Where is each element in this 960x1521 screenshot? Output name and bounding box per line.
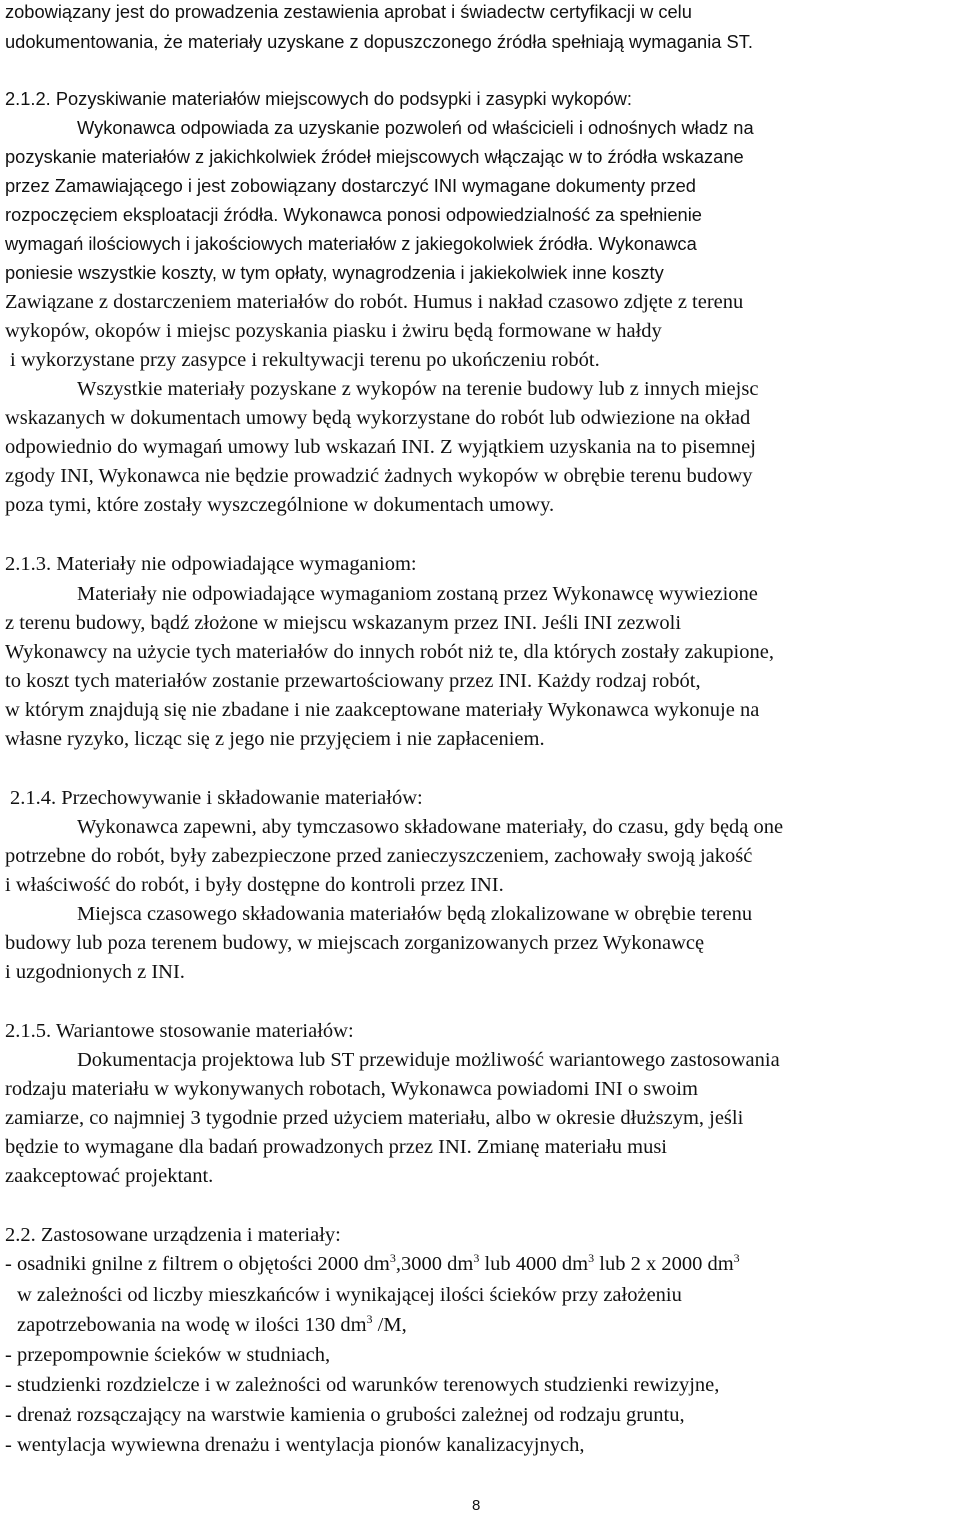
text-line: poza tymi, które zostały wyszczególnione w dokumentach umowy. [5,494,555,516]
list-item: - wentylacja wywiewna drenażu i wentylacja pionów kanalizacyjnych, [5,1434,585,1456]
text-segment: /M, [372,1314,407,1336]
text-line: rodzaju materiału w wykonywanych robotach, Wykonawca powiadomi INI o swoim [5,1078,698,1100]
text-segment: zapotrzebowania na wodę w ilości 130 dm [17,1314,367,1336]
text-line: i uzgodnionych z INI. [5,961,185,983]
section-heading-2-1-4: 2.1.4. Przechowywanie i składowanie materiałów: [10,787,423,809]
superscript: 3 [366,1312,373,1327]
text-segment: ,3000 dm [395,1253,474,1275]
text-line: Dokumentacja projektowa lub ST przewiduje możliwość wariantowego zastosowania [77,1049,780,1071]
text-line: wykopów, okopów i miejsc pozyskania piasku i żwiru będą formowane w hałdy [5,320,662,342]
superscript: 3 [733,1251,740,1266]
text-segment: - osadniki gnilne z filtrem o objętości 2000 dm [5,1253,390,1275]
text-line: zaakceptować projektant. [5,1165,214,1187]
text-line: Wszystkie materiały pozyskane z wykopów na terenie budowy lub z innych miejsc [77,378,759,400]
text-line: przez Zamawiającego i jest zobowiązany dostarczyć INI wymagane dokumenty przed [5,175,696,196]
text-line: budowy lub poza terenem budowy, w miejscach zorganizowanych przez Wykonawcę [5,932,705,954]
text-line: zgody INI, Wykonawca nie będzie prowadzić żadnych wykopów w obrębie terenu budowy [5,465,753,487]
text-line: i właściwość do robót, i były dostępne do kontroli przez INI. [5,874,504,896]
section-heading-2-1-5: 2.1.5. Wariantowe stosowanie materiałów: [5,1020,354,1042]
list-item: - przepompownie ścieków w studniach, [5,1344,331,1366]
superscript: 3 [588,1251,595,1266]
text-line [17,1313,407,1337]
text-line: pozyskanie materiałów z jakichkolwiek źródeł miejscowych włączając w to źródła wskazane [5,146,744,167]
text-line: wymagań ilościowych i jakościowych materiałów z jakiegokolwiek źródła. Wykonawca [5,233,697,254]
list-item: - drenaż rozsączający na warstwie kamienia o grubości zależnej od rodzaju gruntu, [5,1404,685,1426]
superscript: 3 [473,1251,480,1266]
text-segment: lub 4000 dm [479,1253,589,1275]
text-line: udokumentowania, że materiały uzyskane z dopuszczonego źródła spełniają wymagania ST. [5,31,753,52]
list-item-osadniki [5,1252,740,1276]
text-line: poniesie wszystkie koszty, w tym opłaty, wynagrodzenia i jakiekolwiek inne koszty [5,262,664,283]
text-line: własne ryzyko, licząc się z jego nie przyjęciem i nie zapłaceniem. [5,728,545,750]
section-heading-2-1-2: 2.1.2. Pozyskiwanie materiałów miejscowych do podsypki i zasypki wykopów: [5,88,632,109]
text-segment: lub 2 x 2000 dm [594,1253,734,1275]
text-line: Zawiązane z dostarczeniem materiałów do robót. Humus i nakład czasowo zdjęte z terenu [5,291,744,313]
text-line: w którym znajdują się nie zbadane i nie zaakceptowane materiały Wykonawca wykonuje na [5,699,760,721]
text-line: potrzebne do robót, były zabezpieczone przed zanieczyszczeniem, zachowały swoją jakość [5,845,753,867]
list-item: - studzienki rozdzielcze i w zależności od warunków terenowych studzienki rewizyjne, [5,1374,720,1396]
text-line: to koszt tych materiałów zostanie przewartościowany przez INI. Każdy rodzaj robót, [5,670,701,692]
text-line: wskazanych w dokumentach umowy będą wykorzystane do robót lub odwiezione na okład [5,407,751,429]
text-line: zamiarze, co najmniej 3 tygodnie przed użyciem materiału, albo w okresie dłuższym, jeśli [5,1107,744,1129]
text-line: będzie to wymagane dla badań prowadzonych przez INI. Zmianę materiału musi [5,1136,667,1158]
text-line: Materiały nie odpowiadające wymaganiom zostaną przez Wykonawcę wywiezione [77,583,758,605]
section-heading-2-1-3: 2.1.3. Materiały nie odpowiadające wymaganiom: [5,553,417,575]
text-line: Wykonawcy na użycie tych materiałów do innych robót niż te, dla których zostały zakupione, [5,641,774,663]
text-line: Wykonawca zapewni, aby tymczasowo składowane materiały, do czasu, gdy będą one [77,816,784,838]
text-line: i wykorzystane przy zasypce i rekultywacji terenu po ukończeniu robót. [10,349,600,371]
text-line: odpowiednio do wymagań umowy lub wskazań INI. Z wyjątkiem uzyskania na to pisemnej [5,436,756,458]
text-line: z terenu budowy, bądź złożone w miejscu wskazanym przez INI. Jeśli INI zezwoli [5,612,682,634]
page-number: 8 [472,1497,481,1514]
text-line: rozpoczęciem eksploatacji źródła. Wykonawca ponosi odpowiedzialność za spełnienie [5,204,702,225]
section-heading-2-2: 2.2. Zastosowane urządzenia i materiały: [5,1224,341,1246]
text-line: zobowiązany jest do prowadzenia zestawienia aprobat i świadectw certyfikacji w celu [5,1,692,22]
text-line: Wykonawca odpowiada za uzyskanie pozwoleń od właścicieli i odnośnych władz na [77,117,754,138]
text-line: Miejsca czasowego składowania materiałów będą zlokalizowane w obrębie terenu [77,903,753,925]
text-line: w zależności od liczby mieszkańców i wynikającej ilości ścieków przy założeniu [17,1284,682,1306]
superscript: 3 [389,1251,396,1266]
